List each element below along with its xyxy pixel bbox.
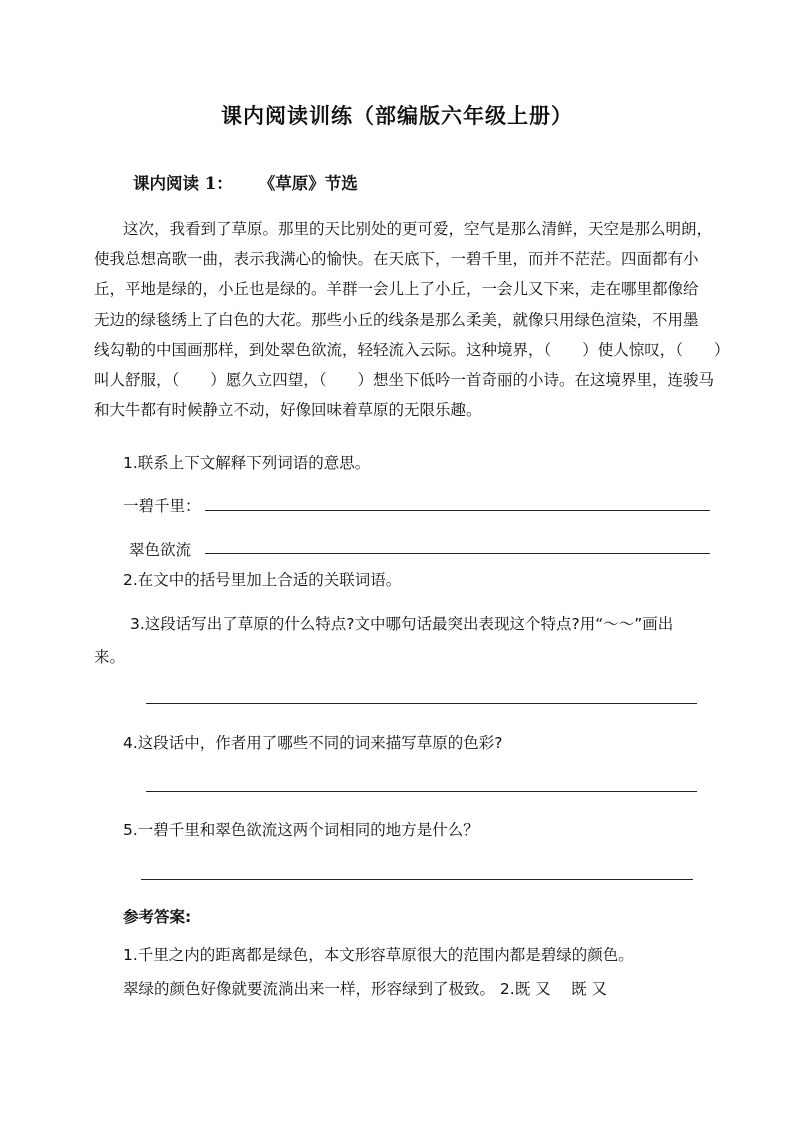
answers-heading: 参考答案: xyxy=(123,908,192,926)
section-heading xyxy=(133,170,358,194)
passage-line: 使我总想高歌一曲，表示我满心的愉快。在天底下，一碧千里，而并不茫茫。四面都有小 xyxy=(94,250,699,269)
passage-line: 线勾勒的中国画那样，到处翠色欲流，轻轻流入云际。这种境界，（ ）使人惊叹，（ ） xyxy=(94,340,730,359)
answer-line-2: 翠绿的颜色好像就要流淌出来一样，形容绿到了极致。 2.既 又 既 又 xyxy=(123,980,607,998)
passage-line: 无边的绿毯绣上了白色的大花。那些小丘的线条是那么柔美，就像只用绿色渲染，不用墨 xyxy=(94,310,699,329)
section-name: 《草原》节选 xyxy=(258,174,358,193)
word-label-1: 一碧千里： xyxy=(123,497,201,515)
answer-line-1: 1.千里之内的距离都是绿色，本文形容草原很大的范围内都是碧绿的颜色。 xyxy=(123,946,634,964)
word-label-2: 翠色欲流 xyxy=(129,541,192,559)
answer-line-q3[interactable] xyxy=(146,703,697,704)
answer-line-word-1[interactable] xyxy=(205,510,710,511)
answer-line-q4[interactable] xyxy=(146,791,697,792)
passage-line: 叫人舒服，（ ）愿久立四望，（ ）想坐下低吟一首奇丽的小诗。在这境界里，连骏马 xyxy=(94,370,715,389)
question-4: 4.这段话中，作者用了哪些不同的词来描写草原的色彩? xyxy=(123,734,503,752)
question-2: 2.在文中的括号里加上合适的关联词语。 xyxy=(123,571,402,589)
question-3: 3.这段话写出了草原的什么特点?文中哪句话最突出表现这个特点?用“～～”画出 xyxy=(130,615,674,633)
reading-passage xyxy=(94,214,730,425)
question-5: 5.一碧千里和翠色欲流这两个词相同的地方是什么？ xyxy=(123,821,479,839)
question-1: 1.联系上下文解释下列词语的意思。 xyxy=(123,454,371,472)
page-title: 课内阅读训练（部编版六年级上册） xyxy=(221,103,573,128)
passage-line: 这次，我看到了草原。那里的天比别处的更可爱，空气是那么清鲜，天空是那么明朗， xyxy=(123,220,713,238)
passage-line: 和大牛都有时候静立不动，好像回味着草原的无限乐趣。 xyxy=(94,401,482,420)
section-label: 课内阅读 1： xyxy=(133,174,233,193)
answer-line-q5[interactable] xyxy=(141,879,693,880)
question-3-continued: 来。 xyxy=(94,648,126,666)
passage-line: 丘，平地是绿的，小丘也是绿的。羊群一会儿上了小丘，一会儿又下来，走在哪里都像给 xyxy=(94,280,699,299)
answer-line-word-2[interactable] xyxy=(205,553,710,554)
